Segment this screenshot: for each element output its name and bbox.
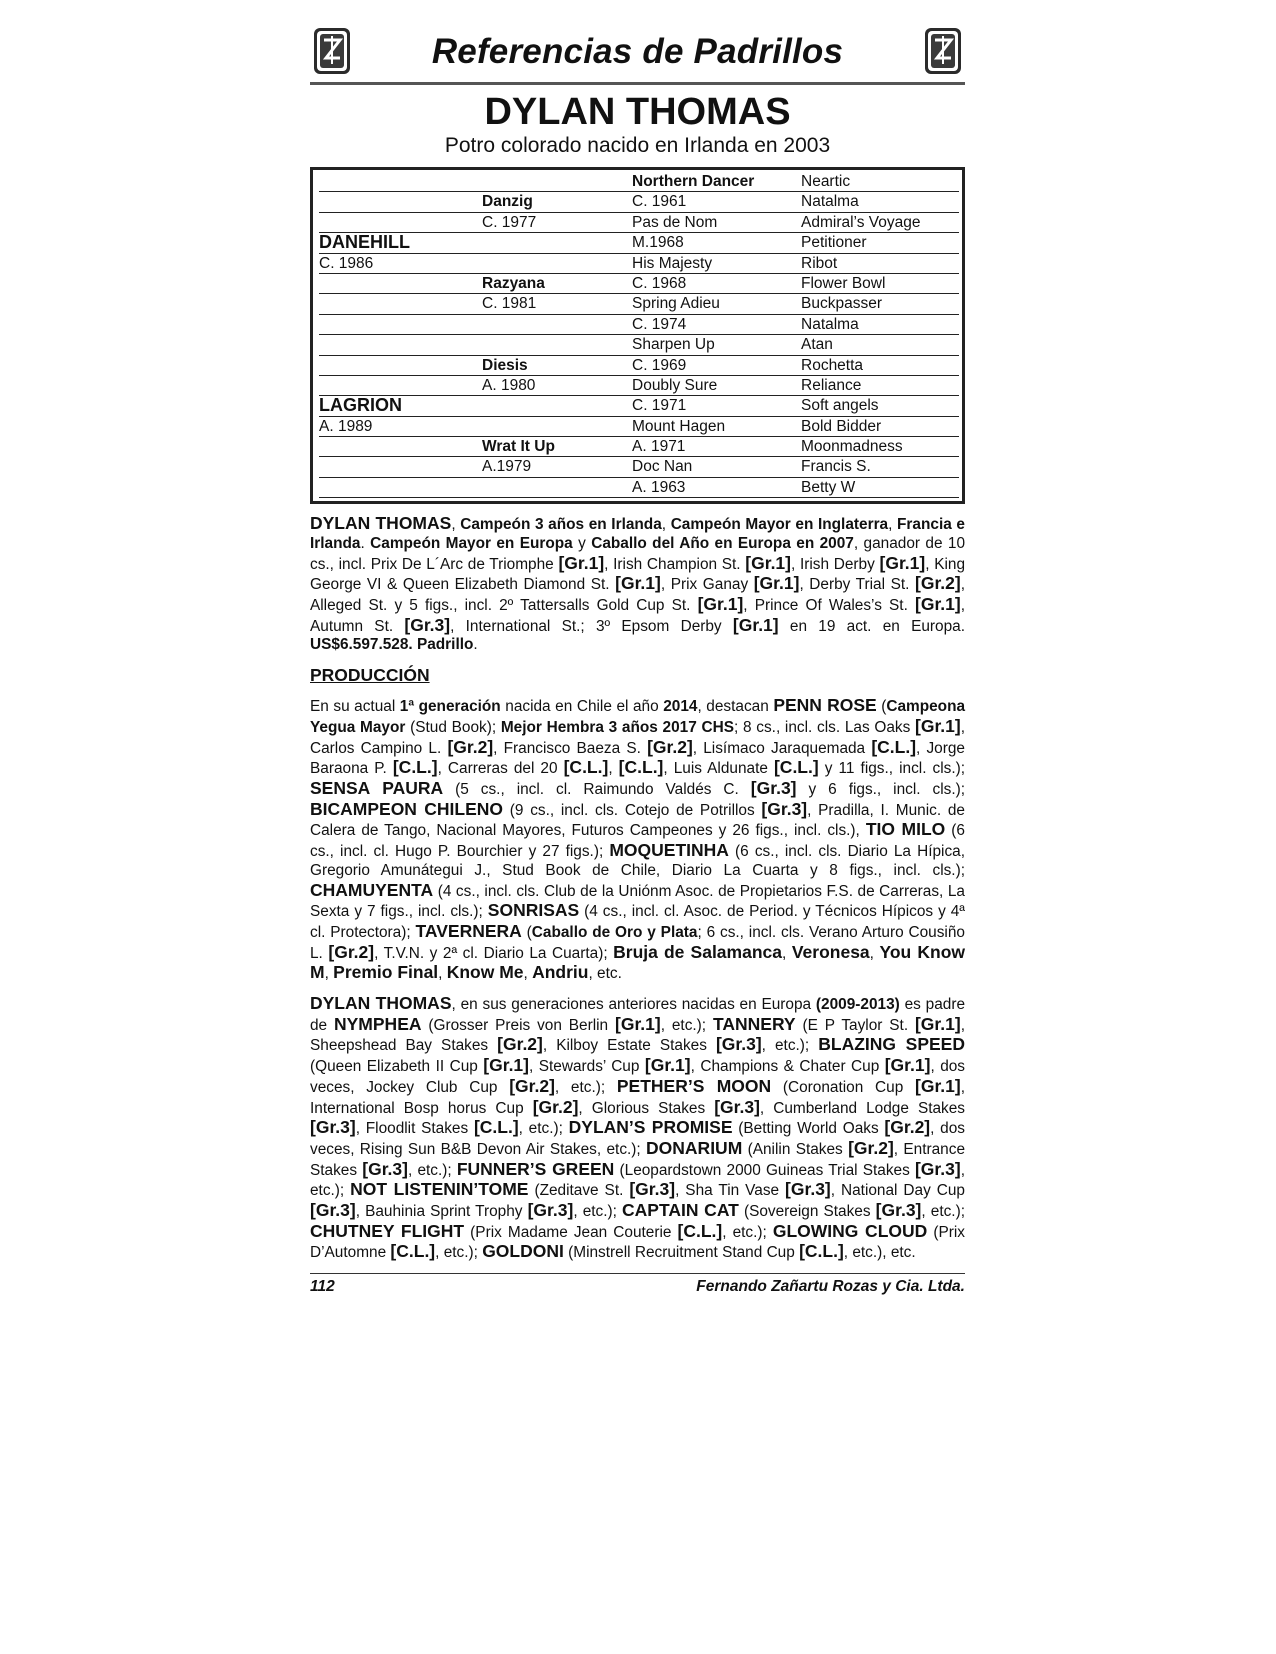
fzr-logo-right <box>921 26 965 76</box>
pedigree-cell: Razyana <box>482 274 545 292</box>
pedigree-cell: Natalma <box>801 315 859 333</box>
pedigree-cell: A.1979 <box>482 458 532 476</box>
pedigree-cell: Rochetta <box>801 356 864 374</box>
page-header <box>310 20 965 82</box>
pedigree-cell: Danzig <box>482 193 533 211</box>
pedigree-cell: Wrat It Up <box>482 438 555 456</box>
horse-subtitle: Potro colorado nacido en Irlanda en 2003 <box>444 134 831 157</box>
pedigree-cell: Atan <box>801 336 833 354</box>
pedigree-cell: Buckpasser <box>801 295 882 313</box>
page-number: 112 <box>310 1278 335 1296</box>
pedigree-row <box>319 274 959 294</box>
pedigree-cell: Sharpen Up <box>632 336 715 354</box>
pedigree-table <box>310 167 965 504</box>
pedigree-cell: C. 1971 <box>632 397 687 415</box>
pedigree-cell: C. 1968 <box>632 274 687 292</box>
pedigree-cell: Natalma <box>801 193 859 211</box>
pedigree-cell: Pas de Nom <box>632 213 718 231</box>
pedigree-row <box>319 192 959 212</box>
pedigree-row <box>319 213 959 233</box>
pedigree-cell: DANEHILL <box>319 232 410 253</box>
pedigree-row <box>319 437 959 457</box>
pedigree-cell: A. 1989 <box>319 417 373 435</box>
pedigree-cell: M.1968 <box>632 234 684 252</box>
pedigree-cell: Admiral’s Voyage <box>801 213 921 231</box>
pedigree-cell: Doc Nan <box>632 458 693 476</box>
pedigree-cell: A. 1963 <box>632 478 686 496</box>
pedigree-cell: Diesis <box>482 356 528 374</box>
pedigree-row <box>319 254 959 274</box>
pedigree-cell: Northern Dancer <box>632 173 755 190</box>
pedigree-row <box>319 478 959 498</box>
pedigree-row <box>319 396 959 416</box>
pedigree-cell: C. 1974 <box>632 315 687 333</box>
pedigree-cell: Petitioner <box>801 234 867 252</box>
page-footer <box>310 1278 965 1300</box>
pedigree-row <box>319 172 959 192</box>
pedigree-cell: Flower Bowl <box>801 274 886 292</box>
pedigree-cell: Reliance <box>801 376 862 394</box>
document-page <box>310 20 965 1300</box>
header-title: Referencias de Padrillos <box>431 32 844 71</box>
footer-company: Fernando Zañartu Rozas y Cia. Ltda. <box>696 1278 965 1296</box>
pedigree-cell: Mount Hagen <box>632 417 726 435</box>
header-rule <box>310 82 965 85</box>
pedigree-cell: A. 1980 <box>482 376 536 394</box>
pedigree-cell: LAGRION <box>319 395 402 416</box>
pedigree-row <box>319 335 959 355</box>
production-chile: En su actual 1ª generación nacida en Chile el año 2014, destacan PENN ROSE (Campeona Yegua Mayor (Stud Book); Mejor Hembra 3 años 2017 CHS; 8 cs., incl. cls. Las Oaks [Gr.1], Carlos Campino L. [Gr.2], Francisco Baeza S. [Gr.2], Lisímaco Jaraquemada [C.L.], Jorge Baraona P. [C.L.], Carreras del 20 [C.L.], [C.L.], Luis Aldunate [C.L.] y 11 figs., incl. cls.); SENSA PAURA (5 cs., incl. cl. Raimundo Valdés C. [Gr.3] y 6 figs., incl. cls.); BICAMPEON CHILENO (9 cs., incl. cls. Cotejo de Potrillos [Gr.3], Pradilla, I. Munic. de Calera de Tango, Nacional Mayores, Futuros Campeones y 26 figs., incl. cls.), TIO MILO (6 cs., incl. cl. Hugo P. Bourchier y 27 figs.); MOQUETINHA (6 cs., incl. cls. Diario La Hípica, Gregorio Amunátegui J., Stud Book de Chile, Diario La Cuarta y 8 figs., incl. cls.); CHAMUYENTA (4 cs., incl. cls. Club de la Uniónm Asoc. de Propietarios F.S. de Carreras, La Sexta y 7 figs., incl. cls.); SONRISAS (4 cs., incl. cl. Asoc. de Period. y Técnicos Hípicos y 4ª cl. Protectora); TAVERNERA (Caballo de Oro y Plata; 6 cs., incl. cls. Verano Arturo Cousiño L. [Gr.2], T.V.N. y 2ª cl. Diario La Cuarta); Bruja de Salamanca, Veronesa, You Know M, Premio Final, Know Me, Andriu, etc. <box>310 695 966 983</box>
pedigree-cell: C. 1986 <box>319 254 374 272</box>
pedigree-row <box>319 233 959 253</box>
pedigree-row <box>319 457 959 477</box>
pedigree-cell: Francis S. <box>801 458 871 476</box>
pedigree-cell: Neartic <box>801 173 851 190</box>
pedigree-cell: Doubly Sure <box>632 376 718 394</box>
pedigree-cell: C. 1969 <box>632 356 687 374</box>
pedigree-cell: A. 1971 <box>632 438 686 456</box>
horse-name: DYLAN THOMAS <box>484 91 791 133</box>
pedigree-cell: Betty W <box>801 478 856 496</box>
section-title: PRODUCCIÓN <box>310 665 430 686</box>
pedigree-row <box>319 315 959 335</box>
pedigree-cell: His Majesty <box>632 254 713 272</box>
pedigree-row <box>319 294 959 314</box>
pedigree-row <box>319 356 959 376</box>
pedigree-cell: C. 1981 <box>482 295 537 313</box>
production-europe: DYLAN THOMAS, en sus generaciones anteriores nacidas en Europa (2009-2013) es padre de NYMPHEA (Grosser Preis von Berlin [Gr.1], etc.); TANNERY (E P Taylor St. [Gr.1], Sheepshead Bay Stakes [Gr.2], Kilboy Estate Stakes [Gr.3], etc.); BLAZING SPEED (Queen Elizabeth II Cup [Gr.1], Stewards’ Cup [Gr.1], Champions & Chater Cup [Gr.1], dos veces, Jockey Club Cup [Gr.2], etc.); PETHER’S MOON (Coronation Cup [Gr.1], International Bosp horus Cup [Gr.2], Glorious Stakes [Gr.3], Cumberland Lodge Stakes [Gr.3], Floodlit Stakes [C.L.], etc.); DYLAN’S PROMISE (Betting World Oaks [Gr.2], dos veces, Rising Sun B&B Devon Air Stakes, etc.); DONARIUM (Anilin Stakes [Gr.2], Entrance Stakes [Gr.3], etc.); FUNNER’S GREEN (Leopardstown 2000 Guineas Trial Stakes [Gr.3], etc.); NOT LISTENIN’TOME (Zeditave St. [Gr.3], Sha Tin Vase [Gr.3], National Day Cup [Gr.3], Bauhinia Sprint Trophy [Gr.3], etc.); CAPTAIN CAT (Sovereign Stakes [Gr.3], etc.); CHUTNEY FLIGHT (Prix Madame Jean Couterie [C.L.], etc.); GLOWING CLOUD (Prix D’Automne [C.L.], etc.); GOLDONI (Minstrell Recruitment Stand Cup [C.L.], etc.), etc. <box>310 993 966 1262</box>
footer-rule <box>310 1273 965 1274</box>
pedigree-cell: Ribot <box>801 254 838 272</box>
pedigree-cell: C. 1977 <box>482 213 537 231</box>
pedigree-row <box>319 417 959 437</box>
pedigree-cell: Spring Adieu <box>632 295 720 313</box>
pedigree-cell: Soft angels <box>801 397 879 415</box>
pedigree-cell: C. 1961 <box>632 193 687 211</box>
racing-summary: DYLAN THOMAS, Campeón 3 años en Irlanda, Campeón Mayor en Inglaterra, Francia e Irlanda. Campeón Mayor en Europa y Caballo del Año en Europa en 2007, ganador de 10 cs., incl. Prix De L´Arc de Triomphe [Gr.1], Irish Champion St. [Gr.1], Irish Derby [Gr.1], King George VI & Queen Elizabeth Diamond St. [Gr.1], Prix Ganay [Gr.1], Derby Trial St. [Gr.2], Alleged St. y 5 figs., incl. 2º Tattersalls Gold Cup St. [Gr.1], Prince Of Wales’s St. [Gr.1], Autumn St. [Gr.3], International St.; 3º Epsom Derby [Gr.1] en 19 act. en Europa. US$6.597.528. Padrillo. <box>310 513 966 654</box>
pedigree-cell: Bold Bidder <box>801 417 882 435</box>
pedigree-cell: Moonmadness <box>801 438 903 456</box>
pedigree-row <box>319 376 959 396</box>
